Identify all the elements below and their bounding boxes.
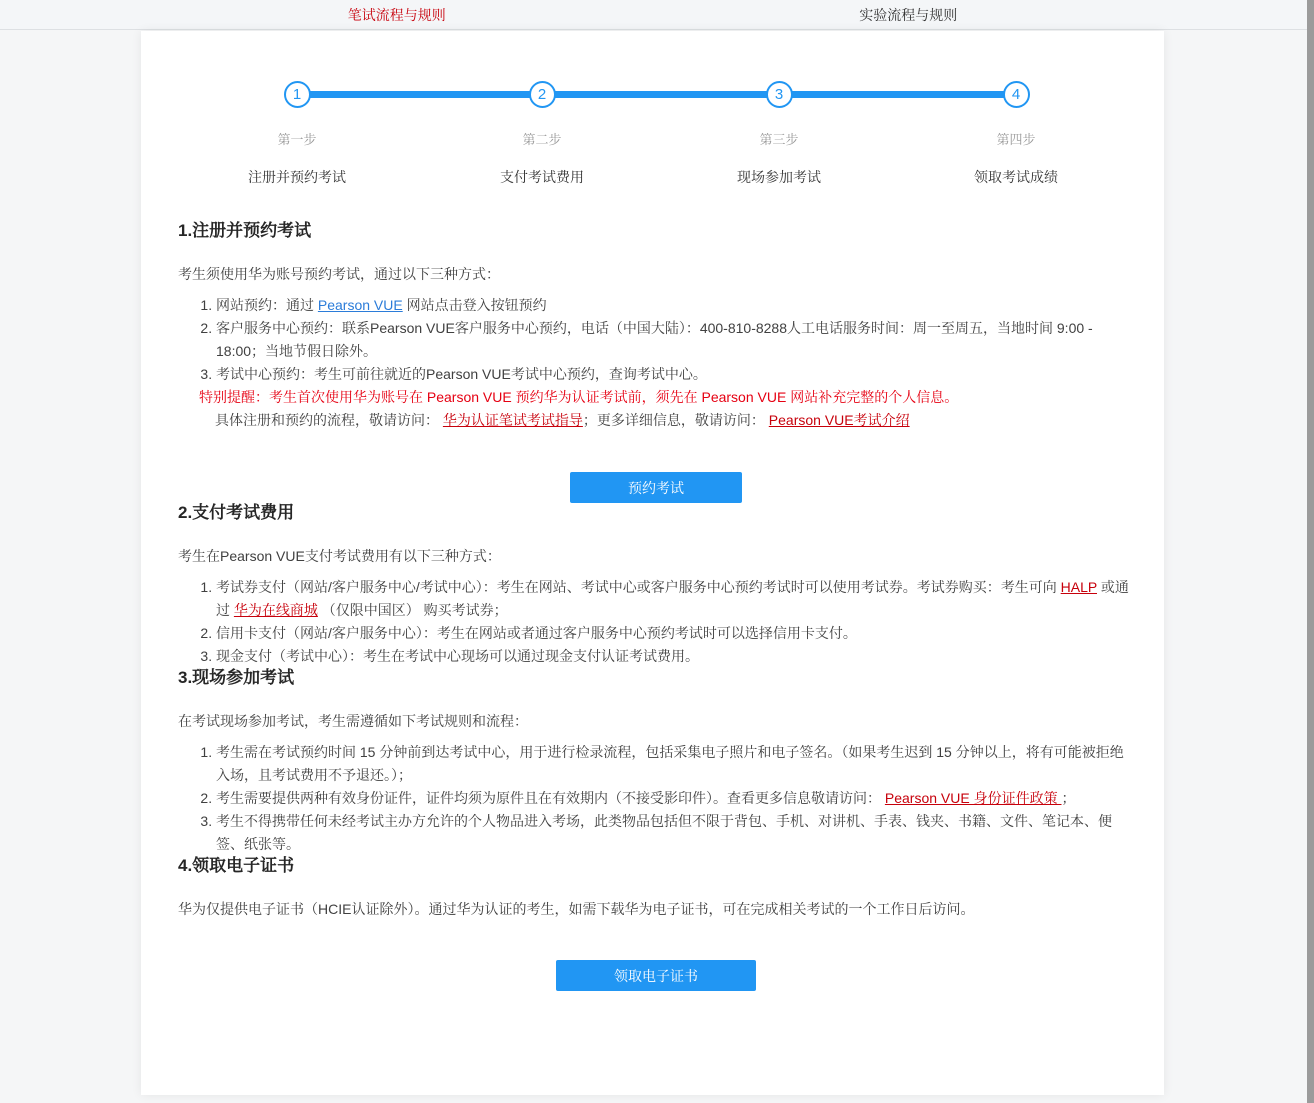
item-text: （仅限中国区） 购买考试券； xyxy=(317,602,508,618)
book-exam-button[interactable]: 预约考试 xyxy=(570,472,742,503)
list-item: 2. 客户服务中心预约：联系Pearson VUE客户服务中心预约，电话（中国大陆）：400-810-8288人工电话服务时间：周一至周五，当地时间 9:00 - 18:00；当地节假日除外。 xyxy=(216,317,1134,363)
step-name: 领取考试成绩 xyxy=(974,169,1058,185)
pearson-vue-exam-intro-link[interactable]: Pearson VUE考试介绍 xyxy=(768,412,910,428)
list-item xyxy=(216,294,1134,317)
guide-text: 具体注册和预约的流程，敬请访问： xyxy=(215,412,443,428)
step-label: 第三步 xyxy=(759,132,799,147)
id-policy-link[interactable]: Pearson VUE 身份证件政策 xyxy=(884,790,1062,806)
section1-list xyxy=(178,294,1134,386)
section4-title: 4.领取电子证书 xyxy=(178,856,295,875)
step-number-circle: 4 xyxy=(1003,81,1030,108)
vertical-scrollbar[interactable] xyxy=(1307,0,1314,1103)
get-ecert-button[interactable]: 领取电子证书 xyxy=(556,960,756,991)
tab-written-exam-rules[interactable]: 笔试流程与规则 xyxy=(347,6,446,23)
step-number-circle: 3 xyxy=(766,81,793,108)
section3-list xyxy=(178,741,1134,856)
special-reminder: 特别提醒：考生首次使用华为账号在 Pearson VUE 预约华为认证考试前，须先在 Pearson VUE 网站补充完整的个人信息。 xyxy=(199,389,959,405)
stepper-step-3 xyxy=(669,81,889,187)
list-item xyxy=(216,576,1134,622)
content-card xyxy=(141,31,1164,1095)
sections-content xyxy=(141,221,1164,991)
stepper-step-4 xyxy=(906,81,1126,187)
stepper-step-2 xyxy=(432,81,652,187)
stepper-step-1 xyxy=(187,81,407,187)
written-exam-guide-link[interactable]: 华为认证笔试考试指导 xyxy=(442,412,583,428)
section1-title: 1.注册并预约考试 xyxy=(178,221,312,240)
top-tab-bar xyxy=(0,0,1307,30)
list-item: 2. 信用卡支付（网站/客户服务中心）：考生在网站或者通过客户服务中心预约考试时可以选择信用卡支付。 xyxy=(216,622,1134,645)
item-text: ； xyxy=(1061,790,1076,806)
item-text: 网站点击登入按钮预约 xyxy=(402,297,547,313)
item-text: 考试券支付（网站/客户服务中心/考试中心）：考生在网站、考试中心或客户服务中心预约考试时可以使用考试券。考试券购买：考生可向 xyxy=(216,579,1061,595)
step-number-circle: 2 xyxy=(529,81,556,108)
pearson-vue-link[interactable]: Pearson VUE xyxy=(317,297,403,313)
halp-link[interactable]: HALP xyxy=(1060,579,1097,595)
item-text: 网站预约：通过 xyxy=(216,297,318,313)
section3-title: 3.现场参加考试 xyxy=(178,668,295,687)
process-stepper xyxy=(141,31,1164,221)
section3-intro: 在考试现场参加考试，考生需遵循如下考试规则和流程： xyxy=(178,713,528,729)
step-number-circle: 1 xyxy=(284,81,311,108)
list-item: 3. 考生不得携带任何未经考试主办方允许的个人物品进入考场，此类物品包括但不限于背包、手机、对讲机、手表、钱夹、书籍、文件、笔记本、便签、纸张等。 xyxy=(216,810,1134,856)
step-name: 支付考试费用 xyxy=(500,169,584,185)
section2-intro: 考生在Pearson VUE支付考试费用有以下三种方式： xyxy=(178,548,501,564)
section1-intro: 考生须使用华为账号预约考试，通过以下三种方式： xyxy=(178,266,500,282)
huawei-online-store-link[interactable]: 华为在线商城 xyxy=(233,602,318,618)
registration-guide-line xyxy=(178,409,1134,432)
section2-list xyxy=(178,576,1134,668)
section2-title: 2.支付考试费用 xyxy=(178,503,295,522)
section4-intro: 华为仅提供电子证书（HCIE认证除外）。通过华为认证的考生，如需下载华为电子证书，可在完成相关考试的一个工作日后访问。 xyxy=(178,901,975,917)
step-label: 第一步 xyxy=(277,132,317,147)
guide-text: ；更多详细信息，敬请访问： xyxy=(582,412,769,428)
list-item: 1. 考生需在考试预约时间 15 分钟前到达考试中心，用于进行检录流程，包括采集电子照片和电子签名。（如果考生迟到 15 分钟以上，将有可能被拒绝入场，且考试费用不予退还。）； xyxy=(216,741,1134,787)
item-text: 或通过 xyxy=(216,579,1129,618)
list-item: 3. 现金支付（考试中心）：考生在考试中心现场可以通过现金支付认证考试费用。 xyxy=(216,645,1134,668)
step-name: 现场参加考试 xyxy=(737,169,821,185)
step-label: 第二步 xyxy=(522,132,562,147)
tab-lab-exam-rules[interactable]: 实验流程与规则 xyxy=(859,6,958,23)
list-item: 3. 考试中心预约：考生可前往就近的Pearson VUE考试中心预约，查询考试中心。 xyxy=(216,363,1134,386)
list-item xyxy=(216,787,1134,810)
top-tab-bar-inner xyxy=(141,0,1164,29)
step-name: 注册并预约考试 xyxy=(248,169,346,185)
step-label: 第四步 xyxy=(996,132,1036,147)
item-text: 考生需要提供两种有效身份证件，证件均须为原件且在有效期内（不接受影印件）。查看更多信息敬请访问： xyxy=(216,790,885,806)
